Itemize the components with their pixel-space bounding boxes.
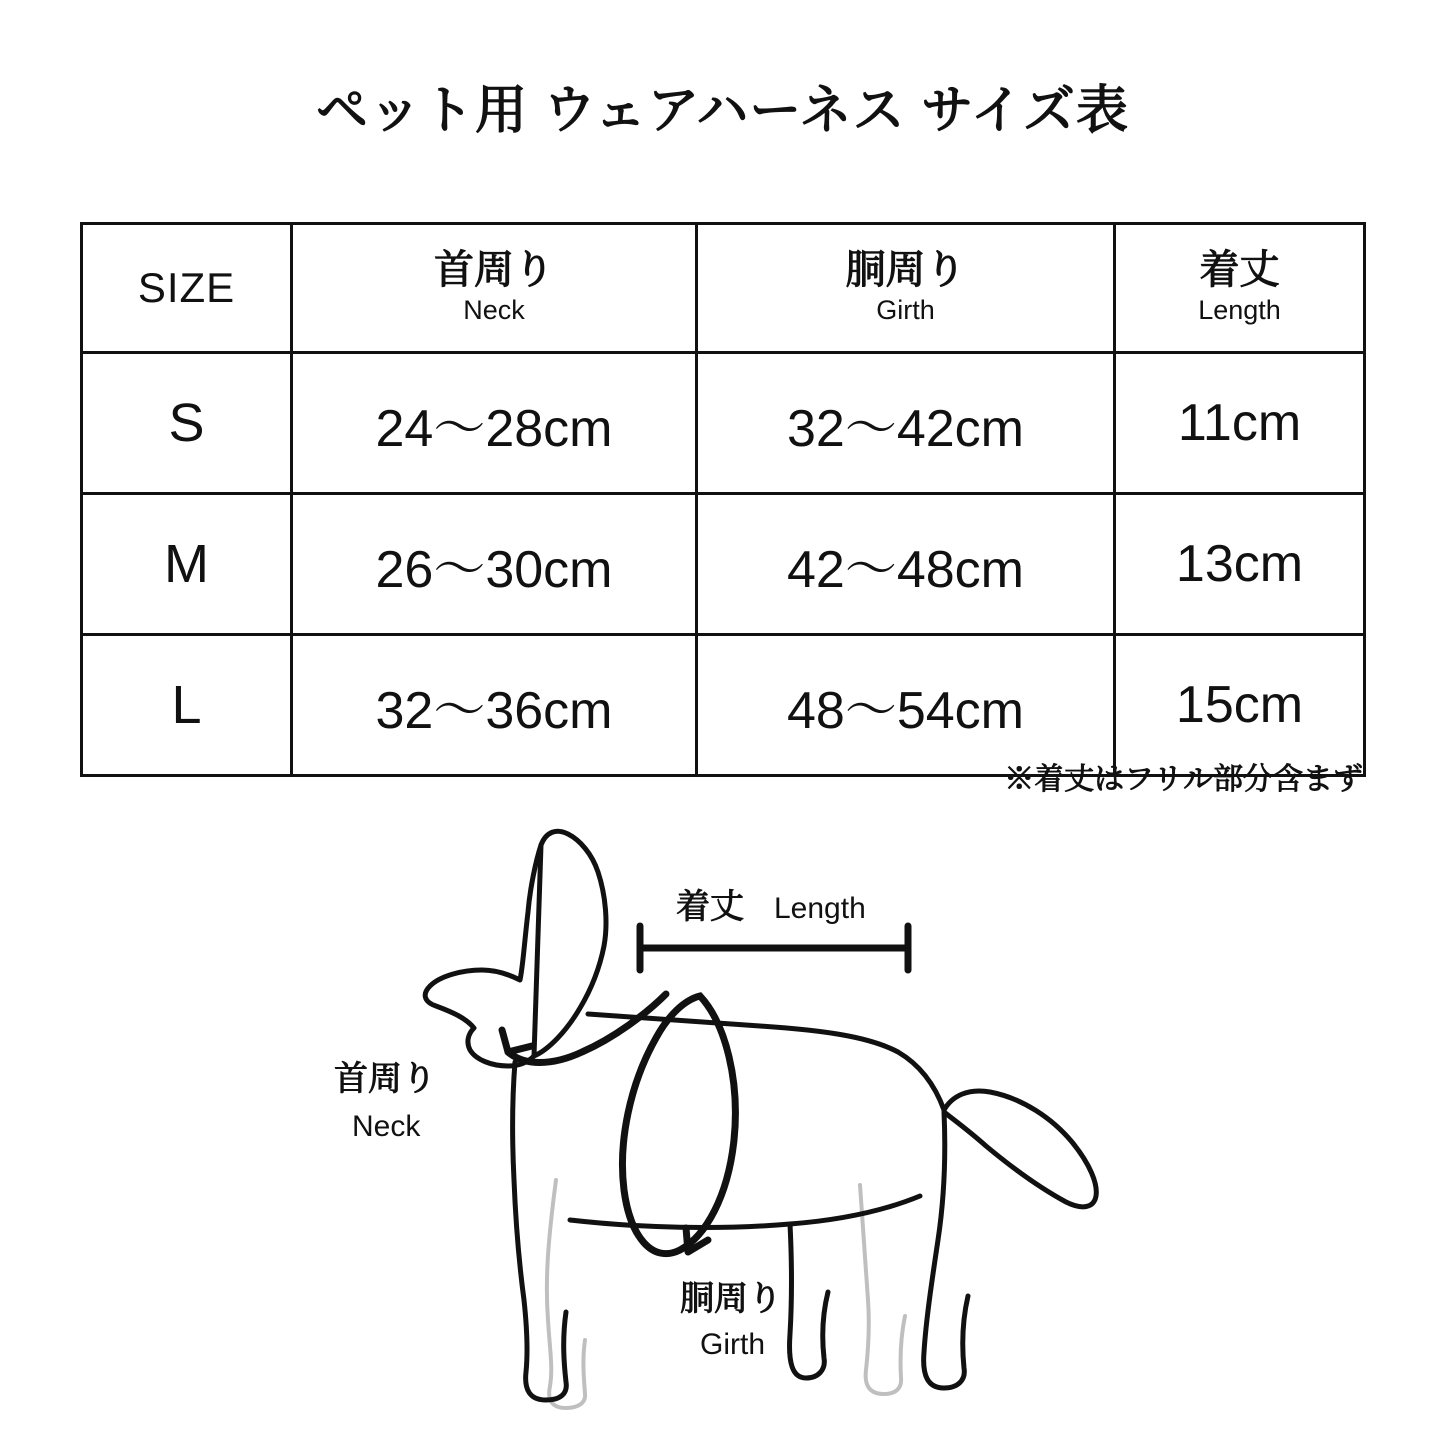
header-girth-jp: 胴周り — [845, 248, 966, 293]
girth-label-en: Girth — [700, 1328, 766, 1361]
cell-length-s: 11cm — [1115, 353, 1365, 494]
length-label-jp: 着丈 — [676, 888, 744, 926]
header-cell-neck — [292, 224, 697, 353]
neck-label-en: Neck — [352, 1110, 421, 1143]
table-row — [82, 494, 1365, 635]
length-label-en: Length — [774, 892, 866, 925]
header-cell-length — [1115, 224, 1365, 353]
length-bracket-icon — [640, 926, 908, 970]
cell-neck-s: 24〜28cm — [292, 353, 697, 494]
header-neck-jp: 首周り — [434, 248, 554, 293]
girth-label-jp: 胴周り — [680, 1280, 782, 1318]
cell-size-s: S — [82, 353, 292, 494]
table-header-row — [82, 224, 1365, 353]
footnote: ※着丈はフリル部分含まず — [1004, 763, 1363, 796]
cell-girth-m: 42〜48cm — [697, 494, 1115, 635]
neck-label-jp: 首周り — [334, 1060, 436, 1098]
header-cell-size — [82, 224, 292, 353]
size-table-container — [80, 222, 1363, 777]
header-size-label: SIZE — [137, 264, 236, 311]
cell-size-l: L — [82, 635, 292, 776]
size-table — [80, 222, 1366, 777]
table-row — [82, 353, 1365, 494]
cell-length-l: 15cm — [1115, 635, 1365, 776]
cell-girth-l: 48〜54cm — [697, 635, 1115, 776]
cell-girth-s: 32〜42cm — [697, 353, 1115, 494]
cell-neck-m: 26〜30cm — [292, 494, 697, 635]
header-cell-girth — [697, 224, 1115, 353]
page-title: ペット用 ウェアハーネス サイズ表 — [316, 82, 1129, 140]
header-length-jp: 着丈 — [1199, 248, 1280, 293]
cell-neck-l: 32〜36cm — [292, 635, 697, 776]
header-girth-en: Girth — [876, 295, 935, 326]
cell-length-m: 13cm — [1115, 494, 1365, 635]
header-length-en: Length — [1198, 295, 1281, 326]
measurement-diagram — [0, 800, 1445, 1445]
header-neck-en: Neck — [463, 295, 525, 326]
girth-measure-loop-icon — [622, 996, 735, 1254]
cell-size-m: M — [82, 494, 292, 635]
